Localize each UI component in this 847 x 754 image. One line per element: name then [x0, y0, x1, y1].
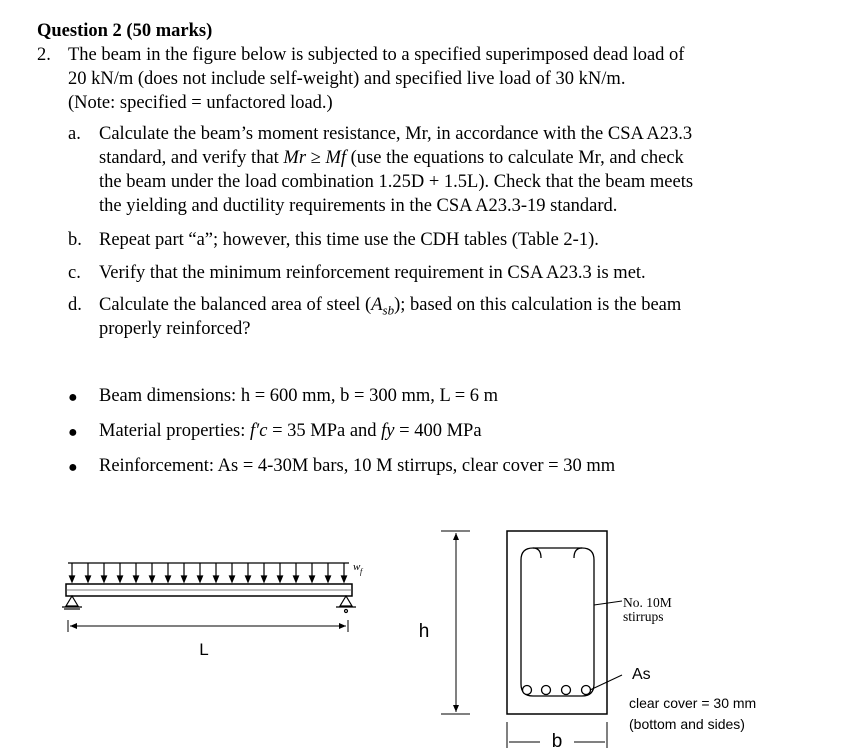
material-pre: Material properties:	[99, 421, 251, 441]
part-d-line-1-pre: Calculate the balanced area of steel (	[99, 295, 372, 315]
bullet-marker: ●	[68, 424, 78, 441]
steel-label: As	[632, 666, 651, 683]
load-arrowhead	[278, 576, 283, 582]
material-post: = 400 MPa	[394, 421, 482, 441]
load-arrowhead	[70, 576, 75, 582]
part-b-text: Repeat part “a”; however, this time use the CDH tables (Table 2-1).	[99, 230, 599, 250]
stirrup-label-1: No. 10M	[623, 595, 672, 610]
cover-label-2: (bottom and sides)	[629, 716, 745, 732]
load-label: w	[353, 561, 361, 573]
material-mid: = 35 MPa and	[267, 421, 382, 441]
part-a-line-2	[99, 146, 684, 170]
load-arrowhead	[310, 576, 315, 582]
question-number: 2.	[37, 45, 51, 65]
distributed-load-arrows	[68, 563, 349, 582]
part-a-line-4: the yielding and ductility requirements in the CSA A23.3-19 standard.	[99, 196, 618, 216]
rebar	[542, 686, 551, 695]
load-arrowhead	[102, 576, 107, 582]
stirrup-label-2: stirrups	[623, 609, 664, 624]
part-a-mf: Mf	[325, 148, 347, 168]
load-arrowhead	[262, 576, 267, 582]
left-support	[62, 596, 82, 609]
part-c-text: Verify that the minimum reinforcement requirement in CSA A23.3 is met.	[99, 263, 646, 283]
load-arrowhead	[86, 576, 91, 582]
width-label: b	[551, 731, 563, 752]
part-d-label: d.	[68, 295, 82, 315]
part-a-line-2-pre: standard, and verify that	[99, 148, 284, 168]
load-arrowhead	[294, 576, 299, 582]
question-title: Question 2 (50 marks)	[37, 21, 213, 41]
load-arrowhead	[198, 576, 203, 582]
cover-label-1: clear cover = 30 mm	[629, 695, 757, 711]
intro-line-2: 20 kN/m (does not include self-weight) and specified live load of 30 kN/m.	[68, 69, 626, 89]
load-arrowhead	[182, 576, 187, 582]
load-arrowhead	[326, 576, 331, 582]
intro-line-1: The beam in the figure below is subjected to a specified superimposed dead load of	[68, 45, 685, 65]
bullet-marker: ●	[68, 389, 78, 406]
part-b-label: b.	[68, 230, 82, 250]
material-fy: fy	[381, 421, 395, 441]
span-label: L	[199, 640, 209, 659]
load-arrowhead	[342, 576, 347, 582]
load-arrowhead	[214, 576, 219, 582]
beam-figure	[0, 520, 847, 754]
intro-line-3: (Note: specified = unfactored load.)	[68, 93, 333, 113]
part-a-line-2-post: (use the equations to calculate Mr, and check	[346, 148, 684, 168]
part-d-asb-sub: sb	[382, 302, 395, 318]
bullet-reinforcement: Reinforcement: As = 4-30M bars, 10 M stirrups, clear cover = 30 mm	[99, 456, 616, 476]
part-a-mr: Mr	[283, 148, 307, 168]
part-c-label: c.	[68, 263, 81, 283]
bullet-marker: ●	[68, 459, 78, 476]
load-arrowhead	[134, 576, 139, 582]
load-subscript: f	[360, 567, 363, 576]
part-d-asb	[371, 295, 395, 318]
height-label: h	[418, 621, 430, 642]
bullet-material	[99, 419, 482, 443]
part-a-label: a.	[68, 124, 81, 144]
part-d-line-1-post: ); based on this calculation is the beam	[394, 295, 682, 315]
span-dimension	[68, 620, 348, 632]
rebar	[582, 686, 591, 695]
part-d-line-2: properly reinforced?	[99, 319, 251, 339]
right-support	[336, 596, 356, 613]
load-arrowhead	[118, 576, 123, 582]
material-fc: f′c	[250, 421, 268, 441]
load-arrowhead	[246, 576, 251, 582]
bullet-dimensions: Beam dimensions: h = 600 mm, b = 300 mm, L = 6 m	[99, 386, 499, 406]
rebar	[523, 686, 532, 695]
part-a-line-3: the beam under the load combination 1.25D + 1.5L). Check that the beam meets	[99, 172, 694, 192]
part-d-asb-symbol: A	[371, 295, 383, 315]
part-a-ge: ≥	[306, 148, 326, 168]
height-dimension	[441, 531, 470, 714]
load-arrowhead	[166, 576, 171, 582]
load-arrowhead	[230, 576, 235, 582]
beam-cross-section	[507, 531, 607, 714]
load-arrowhead	[150, 576, 155, 582]
rebar	[562, 686, 571, 695]
part-a-line-1: Calculate the beam’s moment resistance, Mr, in accordance with the CSA A23.3	[99, 124, 693, 144]
